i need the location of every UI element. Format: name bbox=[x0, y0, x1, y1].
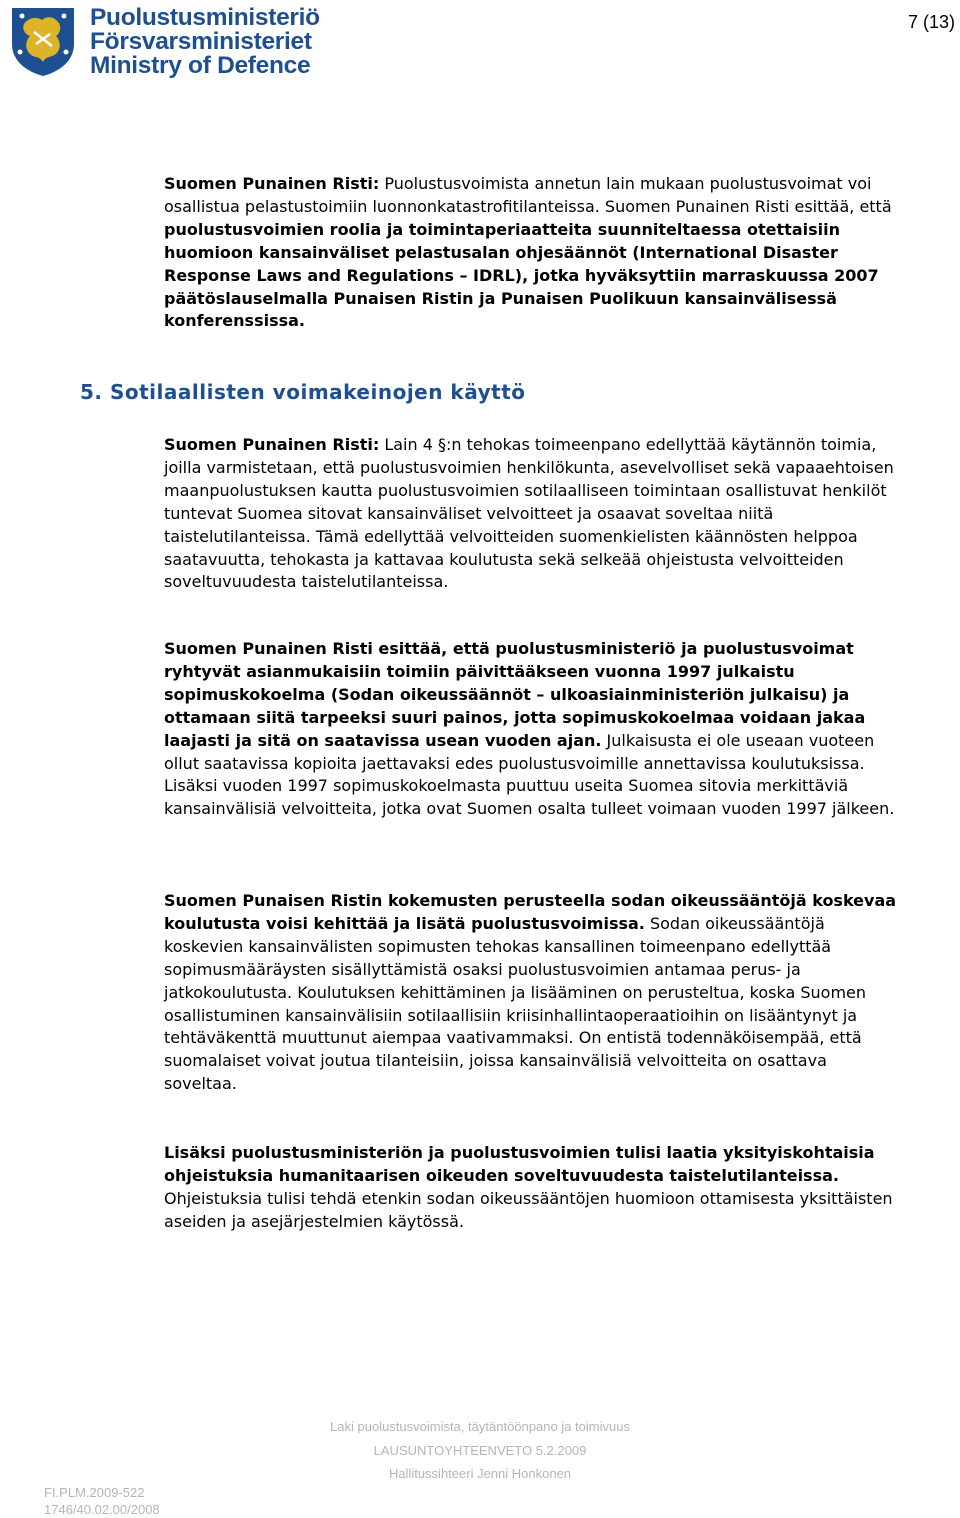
document-body bbox=[164, 173, 904, 333]
paragraph-idrl bbox=[164, 173, 904, 333]
footer-author: Hallitussihteeri Jenni Honkonen bbox=[388, 1466, 572, 1481]
paragraph-text: Ohjeistuksia tulisi tehdä etenkin sodan oikeussääntöjen huomioon ottamisesta yksittäisten aseiden ja asejärjestelmien käytössä. bbox=[164, 1188, 893, 1231]
section-heading: 5. Sotilaallisten voimakeinojen käyttö bbox=[80, 380, 526, 404]
paragraph-emphasis: Suomen Punaisen Ristin kokemusten perusteella sodan oikeussääntöjä koskevaa koulutusta voisi kehittää ja lisätä puolustusvoimissa. bbox=[164, 891, 897, 933]
lion-crest-icon bbox=[6, 4, 80, 78]
paragraph-text: Julkaisusta ei ole useaan vuoteen ollut saatavissa kopioita jaettavaksi edes puolustusvoimille annettavissa koulutuksissa. Lisäksi vuoden 1997 sopimuskokoelmasta puuttuu useita Suomea sitovia merkittäviä kansainvälisiä velvoitteita, jotka ovat Suomen osalta tulleet voimaan vuoden 1997 jälkeen. bbox=[164, 730, 895, 819]
footer-document-info bbox=[310, 1415, 650, 1486]
speaker-label: Suomen Punainen Risti: bbox=[164, 174, 380, 193]
ministry-name-sv: Försvarsministeriet bbox=[90, 28, 312, 55]
ministry-names bbox=[90, 6, 320, 78]
paragraph-text: Puolustusvoimista annetun lain mukaan puolustusvoimat voi osallistua pelastustoimiin luonnonkatastrofitilanteissa. Suomen Punainen Risti esittää, että bbox=[164, 174, 892, 216]
footer-document-type: LAUSUNTOYHTEENVETO 5.2.2009 bbox=[373, 1442, 587, 1458]
page-number: 7 (13) bbox=[907, 12, 955, 32]
ministry-logo bbox=[6, 4, 366, 78]
paragraph-treaty-collection bbox=[164, 638, 904, 821]
paragraph-training bbox=[164, 890, 904, 1096]
paragraph-emphasis: Lisäksi puolustusministeriön ja puolustusvoimien tulisi laatia yksityiskohtaisia ohjeistuksia humanitaarisen oikeuden soveltuvuudesta taistelutilanteissa. bbox=[164, 1143, 875, 1185]
paragraph-emphasis: Suomen Punainen Risti esittää, että puolustusministeriö ja puolustusvoimat ryhtyvät asianmukaisiin toimiin päivittääkseen vuonna 1997 julkaistu sopimuskokoelma (Sodan oikeussäännöt – ulkoasiainministeriön julkaisu) ja ottamaan siitä tarpeeksi suuri painos, jotta sopimuskokoelmaa voidaan jakaa laajasti ja sitä on saatavissa usean vuoden ajan. bbox=[164, 639, 866, 750]
footer-reference-2: 1746/40.02.00/2008 bbox=[44, 1502, 160, 1517]
paragraph-text: Sodan oikeussääntöjä koskevien kansainvälisten sopimusten tehokas kansallinen toimeenpano edellyttää sopimusmääräysten sisällyttämistä osaksi puolustusvoimien antamaa perus- ja jatkokoulutusta. Koulutuksen kehittäminen ja lisääminen on perusteltua, koska Suomen osallistuminen kansainvälisiin sotilaallisiin kriisinhallintaoperaatioihin on lisääntynyt ja tehtäväkenttä muuttunut aiempaa vaativammaksi. On entistä todennäköisempää, että suomalaiset voivat joutua tilanteisiin, joissa kansainvälisiä velvoitteita on osattava soveltaa. bbox=[164, 913, 867, 1094]
paragraph-implementation bbox=[164, 434, 904, 594]
footer-reference-1: FI.PLM.2009-522 bbox=[44, 1485, 145, 1500]
paragraph-guidelines bbox=[164, 1142, 904, 1234]
paragraph-text: Lain 4 §:n tehokas toimeenpano edellyttää käytännön toimia, joilla varmistetaan, että puolustusvoimien henkilökunta, asevelvolliset sekä vapaaehtoisen maanpuolustuksen kautta puolustusvoimien sotilaalliseen toimintaan osallistuvat henkilöt tuntevat Suomea sitovat kansainväliset velvoitteet ja osaavat soveltaa niitä taistelutilanteissa. Tämä edellyttää velvoitteiden suomenkielisten käännösten helppoa saatavuutta, tehokasta ja kattavaa koulutusta sekä selkeää ohjeistusta velvoitteiden soveltuvuudesta taistelutilanteissa. bbox=[164, 435, 894, 592]
ministry-name-en: Ministry of Defence bbox=[90, 52, 311, 79]
footer-title: Laki puolustusvoimista, täytäntöönpano ja toimivuus bbox=[330, 1419, 630, 1434]
speaker-label: Suomen Punainen Risti: bbox=[164, 435, 380, 454]
paragraph-emphasis: puolustusvoimien roolia ja toimintaperiaatteita suunniteltaessa otettaisiin huomioon kansainväliset pelastusalan ohjesäännöt (International Disaster Response Laws and Regulations – IDRL), jotka hyväksyttiin marraskuussa 2007 päätöslauselmalla Punaisen Ristin ja Punaisen Puolikuun kansainvälisessä konferenssissa. bbox=[164, 219, 879, 331]
ministry-name-fi: Puolustusministeriö bbox=[90, 4, 320, 31]
